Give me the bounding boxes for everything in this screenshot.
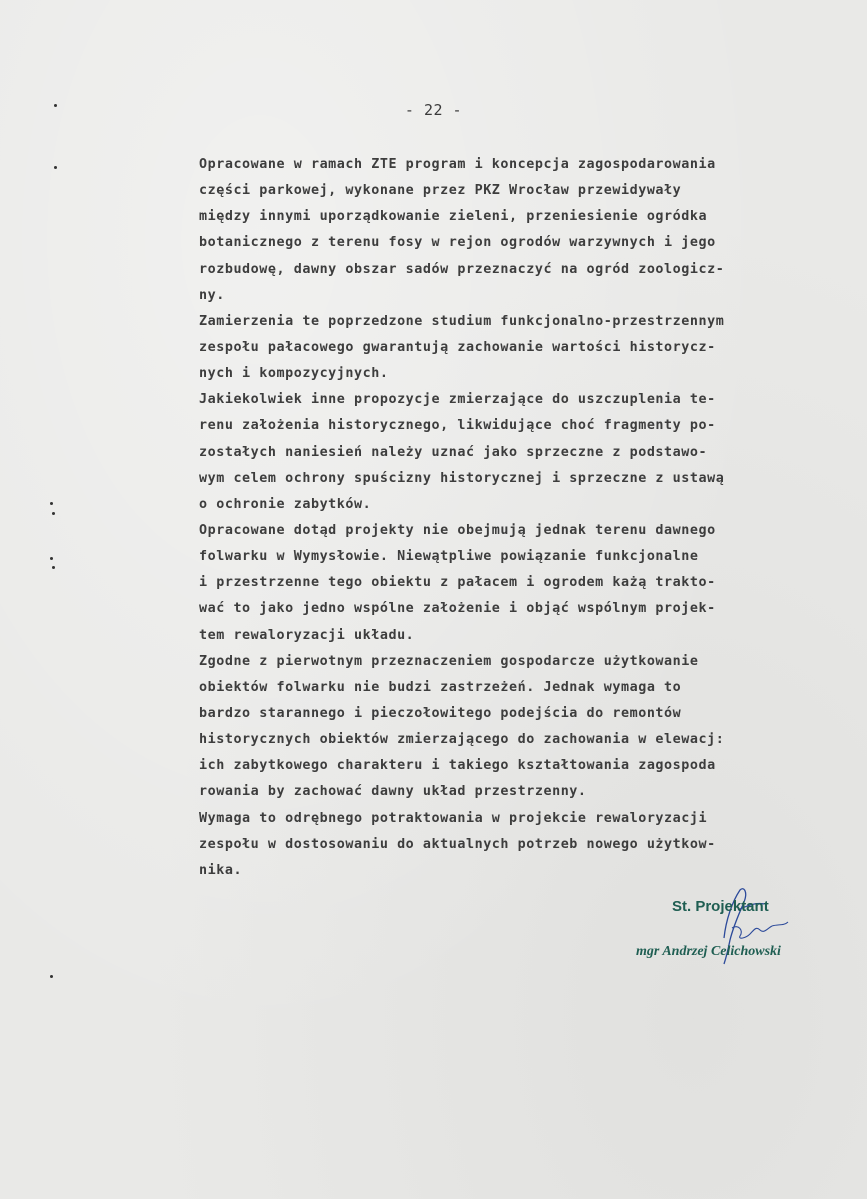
signature-title: St. Projektant [672,898,769,915]
text-line: części parkowej, wykonane przez PKZ Wrocław przewidywały [199,183,682,199]
text-line: Opracowane w ramach ZTE program i koncepcja zagospodarowania [199,157,716,172]
text-line: między innymi uporządkowanie zieleni, przeniesienie ogródka [199,209,708,225]
margin-mark [50,975,53,978]
text-line: wym celem ochrony spuścizny historycznej i sprzeczne z ustawą [199,470,725,486]
text-line: Opracowane dotąd projekty nie obejmują jednak terenu dawnego [199,522,716,538]
text-line: folwarku w Wymysłowie. Niewątpliwe powiązanie funkcjonalne [199,549,699,565]
text-line: Jakiekolwiek inne propozycje zmierzające do uszczuplenia te- [199,392,716,408]
margin-mark [50,557,53,560]
margin-mark [52,512,55,515]
text-line: ny. [199,287,225,303]
text-line: zespołu pałacowego gwarantują zachowanie wartości historycz- [199,339,716,355]
signature-name: mgr Andrzej Celichowski [636,944,781,959]
text-line: ich zabytkowego charakteru i takiego kształtowania zagospoda [199,758,716,774]
text-line: Zamierzenia te poprzedzone studium funkcjonalno-przestrzennym [199,313,725,329]
text-line: o ochronie zabytków. [199,496,372,512]
text-line: rowania by zachować dawny układ przestrzenny. [199,784,587,800]
text-line: nika. [199,862,243,878]
text-line: wać to jako jedno wspólne założenie i objąć wspólnym projek- [199,601,716,617]
text-line: Zgodne z pierwotnym przeznaczeniem gospodarcze użytkowanie [199,653,699,669]
text-line: obiektów folwarku nie budzi zastrzeżeń. Jednak wymaga to [199,679,682,695]
text-line: zostałych naniesień należy uznać jako sprzeczne z podstawo- [199,444,708,460]
page-number: - 22 - [404,101,463,119]
text-line: bardzo starannego i pieczołowitego podejścia do remontów [199,705,682,721]
text-line: rozbudowę, dawny obszar sadów przeznaczyć na ogród zoologicz- [199,261,725,277]
text-line: historycznych obiektów zmierzającego do zachowania w elewacj: [199,732,725,748]
text-line: nych i kompozycyjnych. [199,366,389,382]
text-line: tem rewaloryzacji układu. [199,627,415,643]
text-line: zespołu w dostosowaniu do aktualnych potrzeb nowego użytkow- [199,836,716,852]
margin-mark [54,166,57,169]
text-line: renu założenia historycznego, likwidujące choć fragmenty po- [199,418,716,434]
text-line: botanicznego z terenu fosy w rejon ogrodów warzywnych i jego [199,235,716,251]
margin-mark [52,566,55,569]
body-text [199,152,861,884]
signature-block [620,880,850,980]
text-line: i przestrzenne tego obiektu z pałacem i ogrodem każą trakto- [199,575,716,591]
text-line: Wymaga to odrębnego potraktowania w projekcie rewaloryzacji [199,810,708,826]
margin-mark [50,502,53,505]
